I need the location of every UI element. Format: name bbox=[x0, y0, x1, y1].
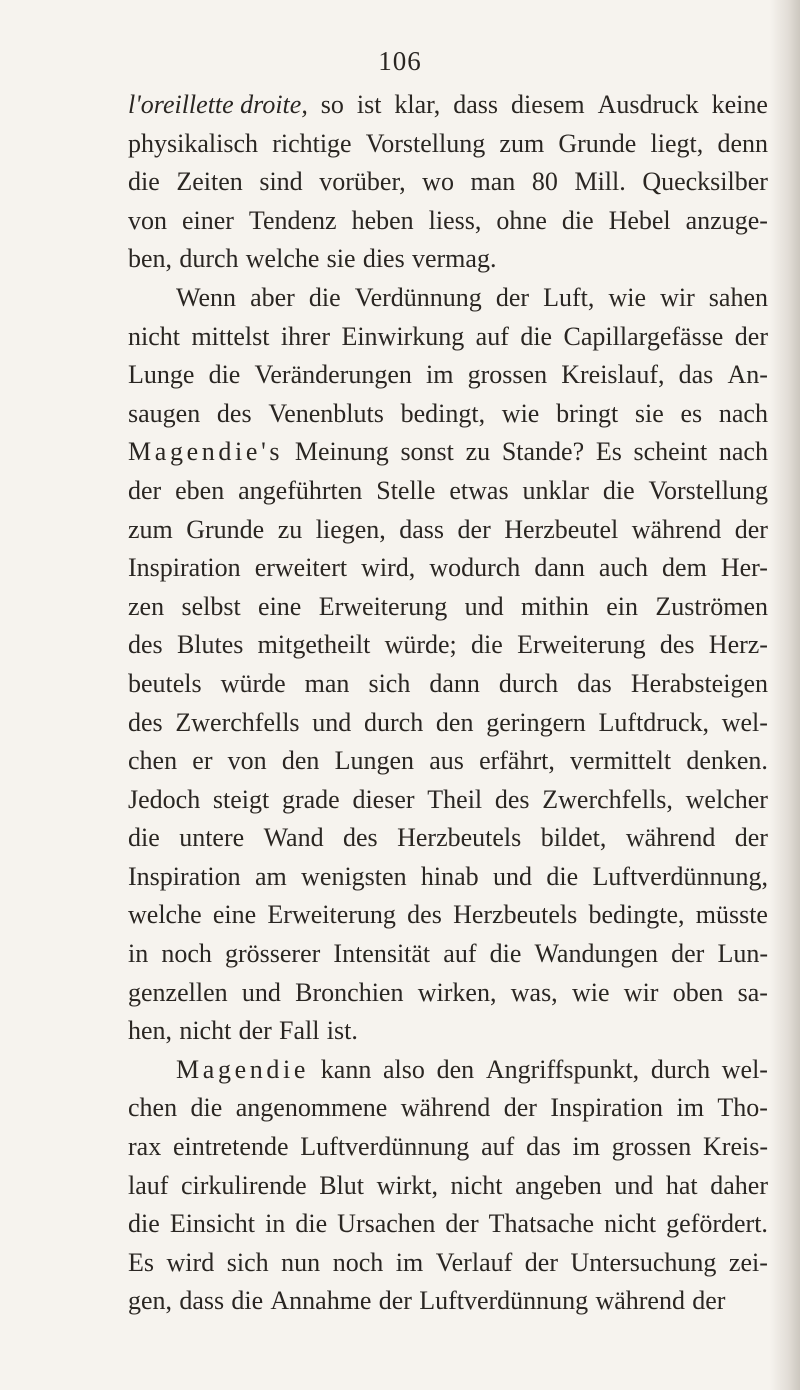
word: diesem bbox=[510, 90, 585, 119]
word: der bbox=[445, 1209, 479, 1239]
word: also bbox=[383, 1054, 425, 1084]
word: des bbox=[407, 900, 442, 930]
word: noch bbox=[332, 1247, 384, 1277]
word: wel- bbox=[721, 1054, 768, 1084]
word: cirkulirende bbox=[181, 1170, 307, 1200]
word: Her- bbox=[720, 553, 768, 583]
word: angeben bbox=[515, 1170, 602, 1200]
word: die bbox=[231, 1286, 264, 1316]
word: ohne bbox=[496, 205, 547, 235]
word: Fall bbox=[279, 1016, 320, 1046]
word: grösserer bbox=[225, 939, 321, 969]
word: chen bbox=[128, 746, 178, 776]
word: was, bbox=[510, 977, 558, 1007]
word: Grunde bbox=[186, 514, 265, 544]
word: Blut bbox=[319, 1170, 364, 1200]
word: im bbox=[426, 360, 454, 390]
word: Vorstellung bbox=[648, 475, 768, 505]
word: Herzbeutels bbox=[453, 900, 578, 930]
word: durch bbox=[650, 1054, 711, 1084]
word: mithin bbox=[520, 591, 589, 621]
word: der bbox=[692, 1286, 726, 1316]
text-line bbox=[128, 742, 768, 781]
word: nun bbox=[281, 1247, 321, 1277]
word: Veränderungen bbox=[254, 360, 412, 390]
word: lauf bbox=[128, 1170, 169, 1200]
word: die bbox=[208, 360, 241, 390]
word: die bbox=[308, 282, 341, 312]
word: Wandungen bbox=[534, 939, 659, 969]
word: dass bbox=[179, 1286, 225, 1316]
word: das bbox=[678, 360, 714, 390]
word: der bbox=[734, 514, 768, 544]
word: von bbox=[227, 746, 267, 776]
text-line bbox=[128, 588, 768, 627]
word: des bbox=[494, 784, 530, 814]
word: das bbox=[526, 1132, 561, 1162]
word: der bbox=[734, 823, 768, 853]
word: richtige bbox=[272, 128, 352, 158]
text-line bbox=[128, 511, 768, 550]
word: sahen bbox=[708, 282, 768, 312]
word: sa- bbox=[737, 977, 768, 1007]
word: Ausdruck bbox=[597, 90, 699, 119]
word: Stande? bbox=[501, 437, 585, 467]
word: Thatsache bbox=[488, 1209, 595, 1239]
word: des bbox=[343, 823, 378, 853]
word: wir bbox=[660, 282, 695, 312]
word: heben bbox=[351, 205, 414, 235]
body-text bbox=[128, 86, 768, 1321]
word: die bbox=[489, 939, 522, 969]
word: angenommene bbox=[235, 1093, 388, 1123]
word: eine bbox=[258, 591, 302, 621]
word: Luftdruck, bbox=[598, 707, 709, 737]
word: würde; bbox=[384, 630, 457, 660]
page-edge-shadow bbox=[770, 0, 800, 1390]
word: auch bbox=[598, 553, 648, 583]
word: keine bbox=[711, 90, 768, 119]
word: ist bbox=[356, 90, 382, 119]
word: Erweiterung bbox=[517, 630, 646, 660]
word: Luftverdünnung, bbox=[592, 861, 768, 891]
word: chen bbox=[128, 1093, 178, 1123]
word: Einwirkung bbox=[341, 321, 465, 351]
word: wirkt, bbox=[376, 1170, 438, 1200]
word: rax bbox=[128, 1132, 162, 1162]
word: 80 bbox=[531, 167, 558, 197]
word: angeführten bbox=[238, 475, 363, 505]
word: ein bbox=[606, 591, 638, 621]
word: wodurch bbox=[429, 553, 521, 583]
word: ihrer bbox=[280, 321, 330, 351]
word: Kreislauf, bbox=[561, 360, 665, 390]
word: es bbox=[680, 398, 703, 428]
word: Stelle bbox=[376, 475, 436, 505]
word: mitgetheilt bbox=[257, 630, 371, 660]
word: denn bbox=[717, 128, 768, 158]
text-line bbox=[128, 1205, 768, 1244]
text-line bbox=[128, 356, 768, 395]
word: die bbox=[471, 630, 503, 660]
word: liegt, bbox=[650, 128, 704, 158]
word: aus bbox=[429, 746, 464, 776]
word: vorüber, bbox=[319, 167, 406, 197]
word: der bbox=[378, 1286, 412, 1316]
word: der bbox=[238, 1016, 272, 1046]
word: dass bbox=[399, 514, 445, 544]
word: Herzbeutels bbox=[397, 823, 522, 853]
word: liegen, bbox=[315, 514, 386, 544]
word: Jedoch bbox=[128, 784, 201, 814]
word: Grunde bbox=[558, 128, 637, 158]
text-line bbox=[128, 395, 768, 434]
word: würde bbox=[220, 668, 286, 698]
text-line bbox=[128, 202, 768, 241]
word: physikalisch bbox=[128, 128, 258, 158]
word: Tendenz bbox=[248, 205, 337, 235]
word: des bbox=[659, 630, 695, 660]
word: und bbox=[464, 591, 504, 621]
word: wenigsten bbox=[301, 861, 407, 891]
word: eintretende bbox=[173, 1132, 289, 1162]
word: nach bbox=[718, 437, 768, 467]
word: Zeiten bbox=[176, 167, 243, 197]
word: hinab bbox=[420, 861, 479, 891]
word: genzellen bbox=[128, 977, 228, 1007]
word: Theil bbox=[427, 784, 483, 814]
word: eine bbox=[212, 900, 257, 930]
text-line bbox=[128, 1012, 768, 1051]
word: und bbox=[241, 977, 281, 1007]
word: auf bbox=[443, 939, 477, 969]
word: scheint bbox=[633, 437, 708, 467]
text-line bbox=[128, 974, 768, 1013]
word: Zuströmen bbox=[655, 591, 768, 621]
word: sonst bbox=[400, 437, 454, 467]
word: aber bbox=[250, 282, 295, 312]
word: Intensität bbox=[333, 939, 431, 969]
word: zum bbox=[128, 514, 173, 544]
word: Zwerchfells, bbox=[542, 784, 673, 814]
word: Bronchien bbox=[295, 977, 404, 1007]
word: mittelst bbox=[191, 321, 270, 351]
word: oben bbox=[672, 977, 724, 1007]
word: anzuge- bbox=[685, 205, 768, 235]
word: vermittelt bbox=[570, 746, 672, 776]
word: eben bbox=[175, 475, 225, 505]
word: welche bbox=[128, 900, 202, 930]
text-line bbox=[128, 279, 768, 318]
word: man bbox=[470, 167, 516, 197]
text-line bbox=[128, 626, 768, 665]
word: Ursachen bbox=[337, 1209, 436, 1239]
word: Vorstellung bbox=[365, 128, 486, 158]
word: während bbox=[400, 1093, 491, 1123]
word: er bbox=[192, 746, 213, 776]
word: das bbox=[577, 668, 612, 698]
word: nicht bbox=[179, 1016, 232, 1046]
word: die bbox=[128, 823, 160, 853]
word: ben, bbox=[128, 244, 173, 274]
word: und bbox=[312, 707, 352, 737]
word: Inspiration bbox=[128, 553, 241, 583]
word: durch bbox=[364, 707, 424, 737]
text-line bbox=[128, 1282, 768, 1321]
word: welche bbox=[245, 244, 320, 274]
word: die bbox=[520, 321, 553, 351]
word: wird bbox=[166, 1247, 215, 1277]
word: noch bbox=[161, 939, 212, 969]
text-line bbox=[128, 1128, 768, 1167]
word: Tho- bbox=[717, 1093, 768, 1123]
text-line bbox=[128, 704, 768, 743]
word: nicht bbox=[450, 1170, 503, 1200]
word: steigt bbox=[212, 784, 270, 814]
word: Lungen bbox=[334, 746, 415, 776]
text-line bbox=[128, 1051, 768, 1090]
word: einer bbox=[181, 205, 234, 235]
word: des bbox=[128, 630, 163, 660]
word: die bbox=[561, 205, 594, 235]
word: die bbox=[295, 1209, 328, 1239]
text-line bbox=[128, 240, 768, 279]
word: klar, bbox=[394, 90, 441, 119]
text-line bbox=[128, 163, 768, 202]
word: Zwerchfells bbox=[175, 707, 300, 737]
word: Capillargefässe bbox=[563, 321, 724, 351]
word: kann bbox=[320, 1054, 372, 1084]
text-line bbox=[128, 1089, 768, 1128]
word: Lunge bbox=[128, 360, 195, 390]
word: geringern bbox=[486, 707, 586, 737]
word: im bbox=[676, 1093, 704, 1123]
word: hen, bbox=[128, 1016, 173, 1046]
word: wel- bbox=[721, 707, 768, 737]
word: grade bbox=[281, 784, 340, 814]
word: zum bbox=[499, 128, 545, 158]
word: Annahme bbox=[270, 1286, 372, 1316]
word: grossen bbox=[467, 360, 548, 390]
word: der bbox=[524, 1247, 558, 1277]
word: während bbox=[631, 514, 722, 544]
word: die bbox=[602, 475, 635, 505]
word: Luftverdünnung bbox=[419, 1286, 589, 1316]
word: erweitert bbox=[254, 553, 348, 583]
word: dem bbox=[662, 553, 707, 583]
word: dass bbox=[453, 90, 499, 119]
word: Verlauf bbox=[435, 1247, 513, 1277]
word: Blutes bbox=[176, 630, 244, 660]
word: wo bbox=[422, 167, 454, 197]
word: nicht bbox=[128, 321, 180, 351]
word: Hebel bbox=[608, 205, 671, 235]
word: gefördert. bbox=[666, 1209, 768, 1239]
word: etwas bbox=[449, 475, 509, 505]
word: der bbox=[503, 1093, 537, 1123]
word: Quecksilber bbox=[642, 167, 768, 197]
word: wie bbox=[501, 398, 540, 428]
word: Es bbox=[128, 1247, 154, 1277]
word: dann bbox=[534, 553, 585, 583]
word: unklar bbox=[522, 475, 589, 505]
word: der bbox=[671, 939, 705, 969]
word: denken. bbox=[686, 746, 768, 776]
word: der bbox=[495, 282, 530, 312]
word: beutels bbox=[128, 668, 202, 698]
word: durch bbox=[179, 244, 239, 274]
word: erfährt, bbox=[479, 746, 555, 776]
word: Erweiterung bbox=[318, 591, 448, 621]
word: in bbox=[128, 939, 149, 969]
word: durch bbox=[498, 668, 559, 698]
word: während bbox=[595, 1286, 685, 1316]
text-line bbox=[128, 318, 768, 357]
word: zu bbox=[465, 437, 491, 467]
word: dies bbox=[362, 244, 405, 274]
word: Einsicht bbox=[169, 1209, 256, 1239]
word: in bbox=[265, 1209, 286, 1239]
word: im bbox=[395, 1247, 424, 1277]
word: Magendie's bbox=[128, 437, 284, 467]
word: Venenbluts bbox=[268, 398, 384, 428]
word: müsste bbox=[695, 900, 768, 930]
word: zei- bbox=[728, 1247, 768, 1277]
word: wie bbox=[571, 977, 610, 1007]
word: sind bbox=[259, 167, 303, 197]
word: Herabsteigen bbox=[630, 668, 768, 698]
word: die bbox=[128, 167, 160, 197]
text-line bbox=[128, 896, 768, 935]
text-line bbox=[128, 1244, 768, 1283]
word: An- bbox=[727, 360, 768, 390]
word: die bbox=[546, 861, 579, 891]
word: der bbox=[734, 321, 768, 351]
word: nicht bbox=[604, 1209, 657, 1239]
word: hat bbox=[665, 1170, 698, 1200]
word: Lun- bbox=[717, 939, 768, 969]
page-number: 106 bbox=[378, 46, 422, 76]
word: Herz- bbox=[708, 630, 768, 660]
word: die bbox=[128, 1209, 160, 1239]
word: Untersuchung bbox=[570, 1247, 717, 1277]
text-line bbox=[128, 781, 768, 820]
word: auf bbox=[475, 321, 509, 351]
word: des bbox=[128, 707, 163, 737]
word: dann bbox=[429, 668, 480, 698]
word: der bbox=[457, 514, 491, 544]
text-line bbox=[128, 549, 768, 588]
word: selbst bbox=[181, 591, 241, 621]
word: wir bbox=[623, 977, 659, 1007]
word: Angriffspunkt, bbox=[485, 1054, 640, 1084]
text-line bbox=[128, 86, 768, 125]
word: den bbox=[281, 746, 320, 776]
text-line bbox=[128, 433, 768, 472]
word: wie bbox=[608, 282, 646, 312]
word: gen, bbox=[128, 1286, 173, 1316]
word: Erweiterung bbox=[267, 900, 396, 930]
word: sie bbox=[634, 398, 664, 428]
word: Verdünnung bbox=[354, 282, 482, 312]
word: am bbox=[255, 861, 287, 891]
text-line bbox=[128, 935, 768, 974]
word: l'oreillette droite, bbox=[128, 90, 308, 119]
word: Inspiration bbox=[550, 1093, 664, 1123]
word: auf bbox=[481, 1132, 515, 1162]
word: den bbox=[435, 707, 474, 737]
word: Meinung bbox=[294, 437, 389, 467]
text-line bbox=[128, 1167, 768, 1206]
word: daher bbox=[710, 1170, 768, 1200]
word: bedingt, bbox=[400, 398, 486, 428]
text-line bbox=[128, 665, 768, 704]
word: bildet, bbox=[540, 823, 607, 853]
word: und bbox=[493, 861, 533, 891]
text-line bbox=[128, 819, 768, 858]
word: Luft, bbox=[543, 282, 595, 312]
text-line bbox=[128, 472, 768, 511]
text-line bbox=[128, 125, 768, 164]
word: Kreis- bbox=[703, 1132, 768, 1162]
word: sich bbox=[226, 1247, 269, 1277]
word: Luftverdünnung bbox=[300, 1132, 470, 1162]
word: so bbox=[320, 90, 344, 119]
word: Es bbox=[595, 437, 622, 467]
word: liess, bbox=[428, 205, 482, 235]
word: wirken, bbox=[417, 977, 497, 1007]
word: untere bbox=[179, 823, 245, 853]
word: der bbox=[128, 475, 162, 505]
word: ist. bbox=[326, 1016, 358, 1046]
word: und bbox=[614, 1170, 654, 1200]
word: den bbox=[436, 1054, 475, 1084]
word: bringt bbox=[556, 398, 619, 428]
word: zu bbox=[277, 514, 303, 544]
word: während bbox=[625, 823, 716, 853]
word: vermag. bbox=[411, 244, 497, 274]
text-line bbox=[128, 858, 768, 897]
word: zen bbox=[128, 591, 165, 621]
word: wird, bbox=[361, 553, 416, 583]
word: man bbox=[304, 668, 350, 698]
word: dieser bbox=[352, 784, 415, 814]
word: nach bbox=[718, 398, 768, 428]
word: Wenn bbox=[176, 282, 236, 312]
word: von bbox=[128, 205, 167, 235]
word: sie bbox=[326, 244, 356, 274]
word: des bbox=[216, 398, 252, 428]
word: Herzbeutel bbox=[504, 514, 619, 544]
word: im bbox=[572, 1132, 600, 1162]
word: grossen bbox=[611, 1132, 692, 1162]
word: saugen bbox=[128, 398, 201, 428]
word: Wand bbox=[263, 823, 324, 853]
word: welcher bbox=[685, 784, 768, 814]
word: Mill. bbox=[574, 167, 626, 197]
word: sich bbox=[368, 668, 411, 698]
word: die bbox=[190, 1093, 223, 1123]
word: Inspiration bbox=[128, 861, 241, 891]
word: bedingte, bbox=[588, 900, 685, 930]
word: Magendie bbox=[176, 1054, 310, 1084]
